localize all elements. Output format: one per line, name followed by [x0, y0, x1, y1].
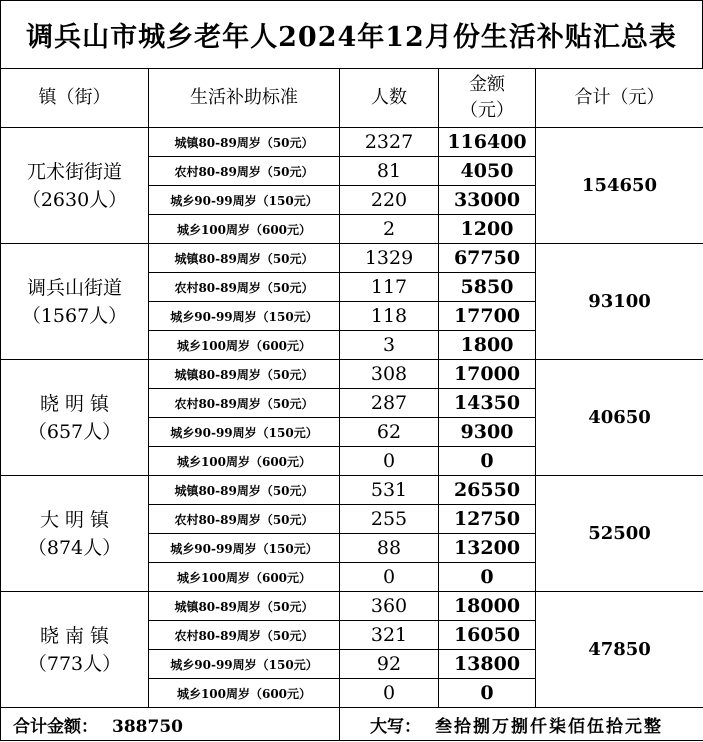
count-cell: 117 [340, 273, 439, 302]
town-name: 大 明 镇 [39, 508, 110, 531]
town-name: 晓 明 镇 [39, 392, 110, 415]
town-population: （1567人） [21, 304, 128, 327]
grand-total-label: 合计金额： [13, 716, 98, 737]
group-total-cell: 52500 [536, 476, 703, 592]
standard-cell: 城乡100周岁（600元） [149, 563, 340, 592]
table-row [1, 592, 703, 621]
grand-total-cell [1, 708, 340, 741]
document-title: 调兵山市城乡老年人2024年12月份生活补贴汇总表 [0, 0, 703, 68]
header-row [1, 69, 703, 128]
amount-cell: 1200 [439, 215, 536, 244]
town-cell [1, 476, 149, 592]
capital-amount-cell [340, 708, 703, 741]
standard-cell: 城乡100周岁（600元） [149, 215, 340, 244]
count-cell: 308 [340, 360, 439, 389]
standard-cell: 城乡90-99周岁（150元） [149, 186, 340, 215]
count-cell: 62 [340, 418, 439, 447]
amount-cell: 67750 [439, 244, 536, 273]
group-total-cell: 40650 [536, 360, 703, 476]
amount-cell: 26550 [439, 476, 536, 505]
count-cell: 2327 [340, 128, 439, 157]
town-cell [1, 360, 149, 476]
town-cell [1, 128, 149, 244]
town-population: （773人） [27, 652, 122, 675]
header-total: 合计（元） [536, 69, 703, 128]
town-population: （2630人） [21, 188, 128, 211]
header-count: 人数 [340, 69, 439, 128]
amount-cell: 33000 [439, 186, 536, 215]
amount-cell: 116400 [439, 128, 536, 157]
amount-cell: 0 [439, 563, 536, 592]
amount-cell: 1800 [439, 331, 536, 360]
count-cell: 0 [340, 679, 439, 708]
standard-cell: 城镇80-89周岁（50元） [149, 244, 340, 273]
grand-total-value: 388750 [112, 716, 183, 737]
table-row [1, 476, 703, 505]
town-name: 调兵山街道 [26, 276, 122, 299]
count-cell: 220 [340, 186, 439, 215]
standard-cell: 城镇80-89周岁（50元） [149, 592, 340, 621]
standard-cell: 城乡100周岁（600元） [149, 447, 340, 476]
table-row [1, 128, 703, 157]
amount-cell: 9300 [439, 418, 536, 447]
standard-cell: 城镇80-89周岁（50元） [149, 128, 340, 157]
capital-amount-label: 大写： [370, 716, 421, 737]
header-town: 镇（街） [1, 69, 149, 128]
standard-cell: 城乡90-99周岁（150元） [149, 418, 340, 447]
count-cell: 255 [340, 505, 439, 534]
group-total-cell: 154650 [536, 128, 703, 244]
amount-cell: 14350 [439, 389, 536, 418]
town-population: （874人） [27, 536, 122, 559]
table-row [1, 244, 703, 273]
standard-cell: 城乡90-99周岁（150元） [149, 302, 340, 331]
town-cell [1, 592, 149, 708]
standard-cell: 农村80-89周岁（50元） [149, 389, 340, 418]
summary-table [0, 68, 703, 741]
count-cell: 0 [340, 563, 439, 592]
amount-cell: 0 [439, 679, 536, 708]
amount-cell: 0 [439, 447, 536, 476]
amount-cell: 5850 [439, 273, 536, 302]
footer-row [1, 708, 703, 741]
town-population: （657人） [27, 420, 122, 443]
amount-cell: 17700 [439, 302, 536, 331]
table-row [1, 360, 703, 389]
count-cell: 321 [340, 621, 439, 650]
amount-cell: 18000 [439, 592, 536, 621]
standard-cell: 城乡100周岁（600元） [149, 679, 340, 708]
standard-cell: 城乡90-99周岁（150元） [149, 650, 340, 679]
count-cell: 0 [340, 447, 439, 476]
count-cell: 118 [340, 302, 439, 331]
amount-cell: 13800 [439, 650, 536, 679]
count-cell: 92 [340, 650, 439, 679]
header-amount [439, 69, 536, 128]
count-cell: 81 [340, 157, 439, 186]
standard-cell: 城镇80-89周岁（50元） [149, 360, 340, 389]
table-body [1, 128, 703, 708]
count-cell: 88 [340, 534, 439, 563]
count-cell: 2 [340, 215, 439, 244]
standard-cell: 农村80-89周岁（50元） [149, 505, 340, 534]
town-cell [1, 244, 149, 360]
amount-cell: 16050 [439, 621, 536, 650]
capital-amount-value: 叁拾捌万捌仟柒佰伍拾元整 [435, 716, 663, 737]
header-amount-line2: （元） [460, 100, 514, 121]
group-total-cell: 47850 [536, 592, 703, 708]
count-cell: 360 [340, 592, 439, 621]
amount-cell: 12750 [439, 505, 536, 534]
standard-cell: 农村80-89周岁（50元） [149, 273, 340, 302]
amount-cell: 13200 [439, 534, 536, 563]
town-name: 晓 南 镇 [39, 624, 110, 647]
amount-cell: 4050 [439, 157, 536, 186]
header-amount-line1: 金额 [469, 74, 505, 95]
standard-cell: 城镇80-89周岁（50元） [149, 476, 340, 505]
standard-cell: 农村80-89周岁（50元） [149, 157, 340, 186]
standard-cell: 城乡100周岁（600元） [149, 331, 340, 360]
group-total-cell: 93100 [536, 244, 703, 360]
count-cell: 531 [340, 476, 439, 505]
count-cell: 1329 [340, 244, 439, 273]
standard-cell: 城乡90-99周岁（150元） [149, 534, 340, 563]
count-cell: 3 [340, 331, 439, 360]
town-name: 兀术街街道 [26, 160, 122, 183]
count-cell: 287 [340, 389, 439, 418]
amount-cell: 17000 [439, 360, 536, 389]
header-standard: 生活补助标准 [149, 69, 340, 128]
standard-cell: 农村80-89周岁（50元） [149, 621, 340, 650]
